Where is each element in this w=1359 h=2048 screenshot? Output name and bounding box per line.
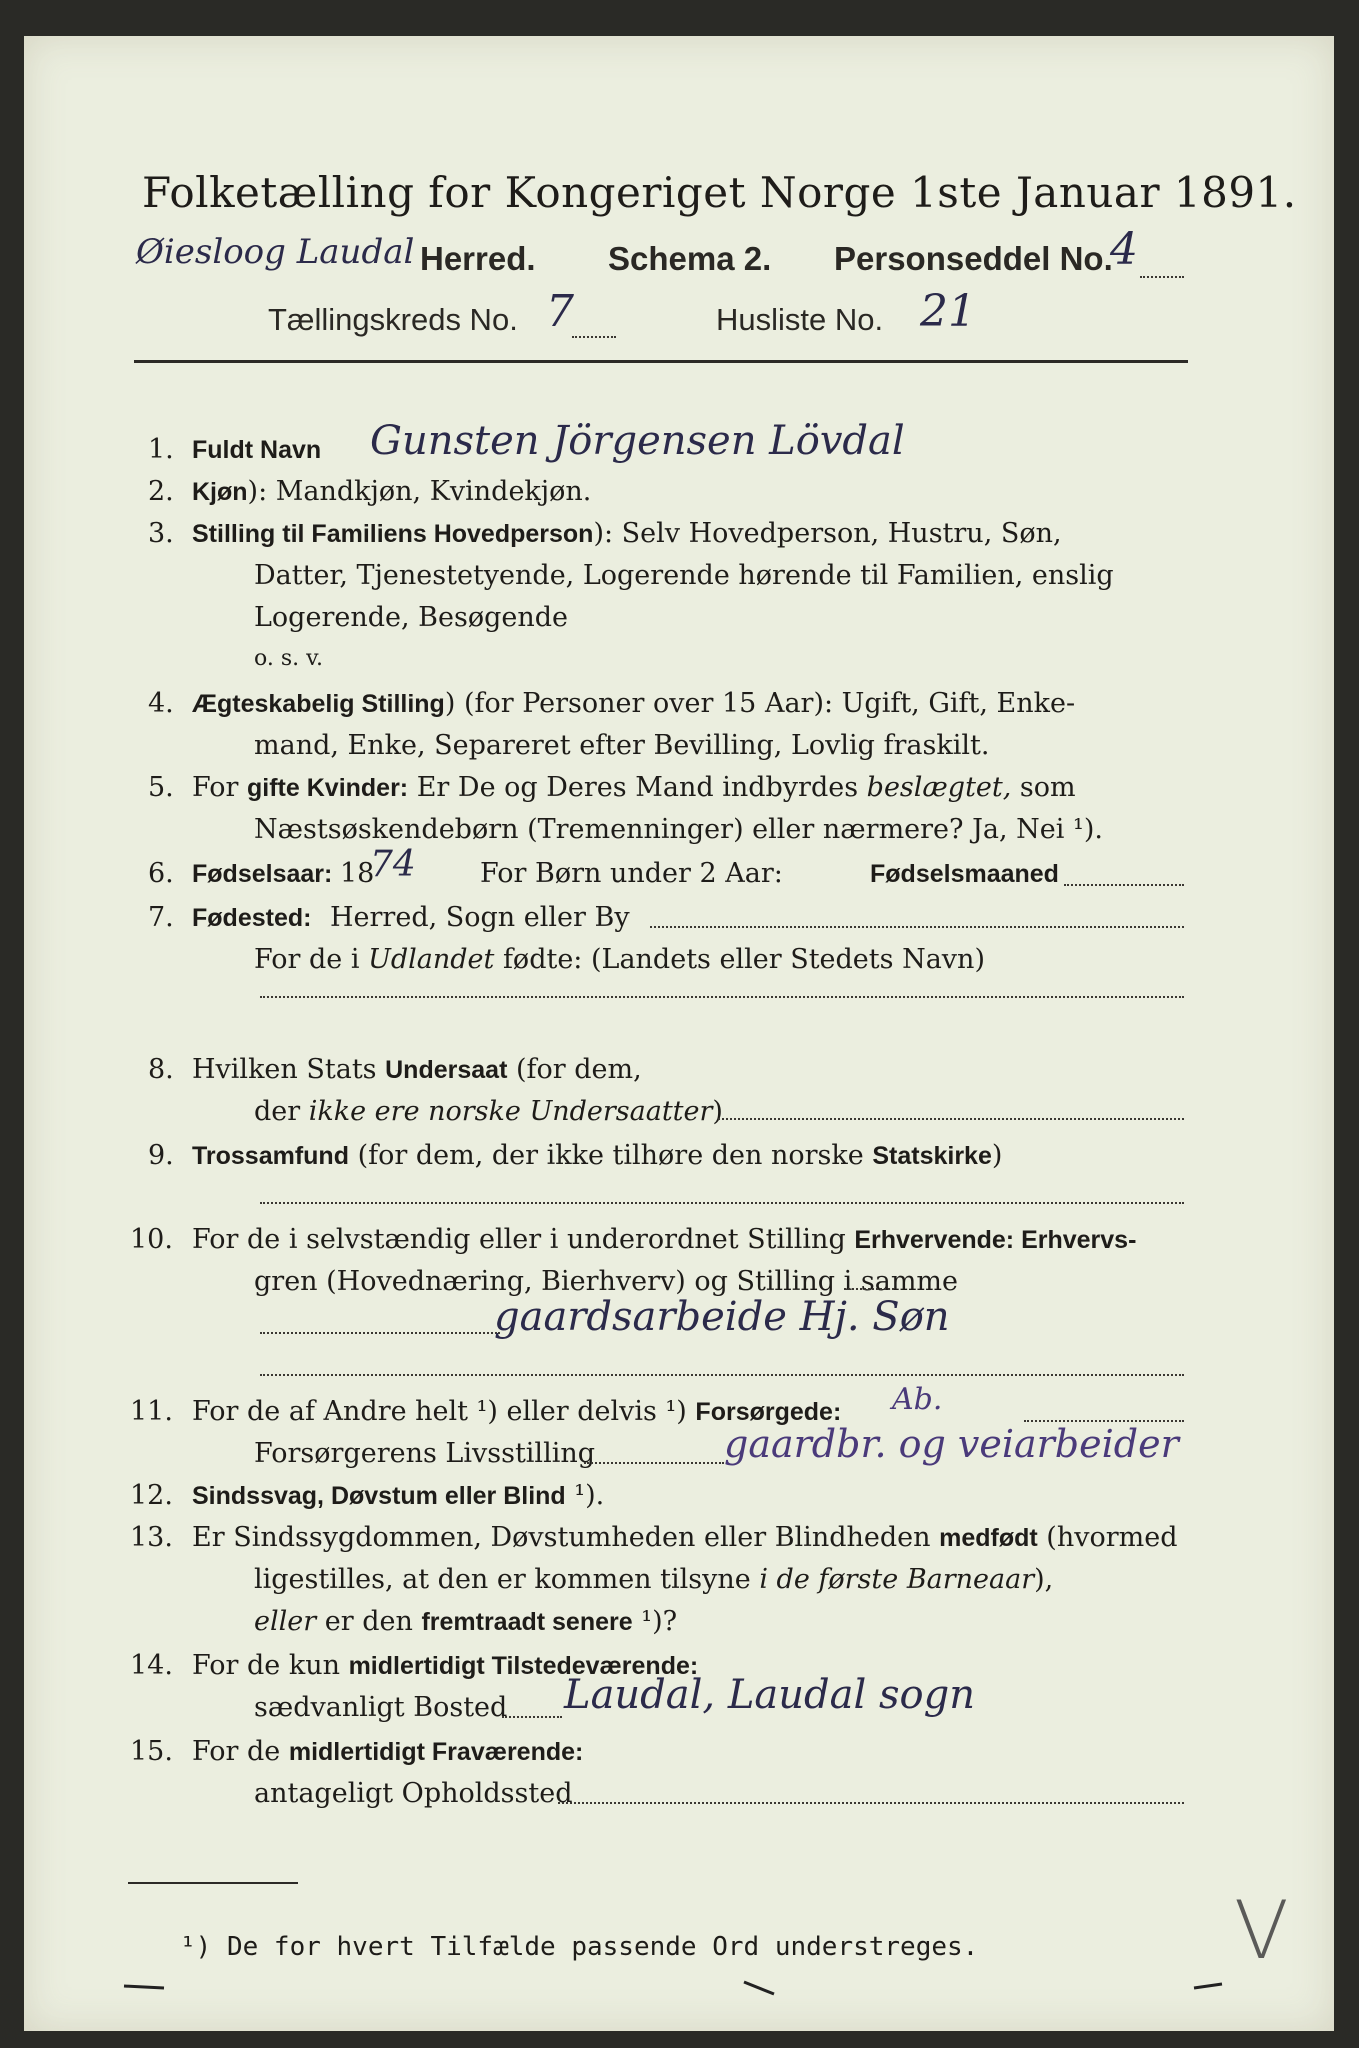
husliste-value: 21 xyxy=(920,286,976,337)
q11-line2-dots xyxy=(584,1462,724,1464)
q7-line2a: For de i xyxy=(254,944,369,975)
q14-dots xyxy=(502,1716,562,1718)
q14-number: 14. xyxy=(130,1650,173,1681)
q9-text xyxy=(192,1140,1002,1172)
q10-label2: Erhvervs- xyxy=(1014,1226,1137,1254)
q13-label: medfødt xyxy=(939,1524,1038,1552)
q4-number: 4. xyxy=(148,688,174,719)
q2-number: 2. xyxy=(148,476,174,507)
q8-line2i: ikke ere norske Undersaatter xyxy=(308,1096,713,1127)
q15-number: 15. xyxy=(130,1736,173,1767)
q10-line2: gren (Hovednæring, Bierhverv) og Stilling i samme xyxy=(254,1266,959,1297)
schema-label: Schema 2. xyxy=(608,240,772,277)
q7-dots xyxy=(650,926,1184,928)
q8-line2a: der xyxy=(254,1096,309,1127)
q13-line2 xyxy=(254,1564,1053,1596)
q8-number: 8. xyxy=(148,1054,174,1085)
q8-b: (for dem, xyxy=(507,1054,642,1085)
q11-label: Forsørgede: xyxy=(695,1398,842,1426)
q15-text xyxy=(192,1736,583,1768)
q9-dots xyxy=(260,1202,1184,1204)
q7-rest: Herred, Sogn eller By xyxy=(330,902,630,933)
husliste-label: Husliste No. xyxy=(716,302,884,337)
q3-number: 3. xyxy=(148,518,174,549)
q13-line2i: i de første Barneaar xyxy=(759,1564,1035,1595)
q1-value: Gunsten Jörgensen Lövdal xyxy=(370,418,905,464)
q6-value: 74 xyxy=(370,844,416,885)
q7-line-dots xyxy=(260,996,1184,998)
q5-line2: Næstsøskendebørn (Tremenninger) eller nærmere? Ja, Nei ¹). xyxy=(254,814,1103,845)
q5-end: som xyxy=(1011,772,1076,803)
q7-number: 7. xyxy=(148,902,174,933)
form-title: Folketælling for Kongeriget Norge 1ste Januar 1891. xyxy=(142,168,1297,217)
q4-rest: ) (for Personer over 15 Aar): Ugift, Gift, Enke- xyxy=(444,688,1076,719)
q4-text xyxy=(192,688,1075,720)
q14-label: midlertidigt Tilstedeværende: xyxy=(348,1652,699,1680)
q5-number: 5. xyxy=(148,772,174,803)
q15-line2: antageligt Opholdssted xyxy=(254,1778,573,1809)
q7-line2i: Udlandet xyxy=(368,944,495,975)
kreds-label: Tællingskreds No. xyxy=(268,302,518,337)
q5-label: gifte Kvinder: xyxy=(247,774,409,802)
q13-line3b: fremtraadt senere xyxy=(421,1608,633,1636)
q2-text xyxy=(192,476,591,508)
q15-dots xyxy=(558,1802,1184,1804)
q4-line2: mand, Enke, Separeret efter Bevilling, Lovlig fraskilt. xyxy=(254,730,990,761)
q10-line2-dots xyxy=(844,1288,894,1290)
q3-text xyxy=(192,518,1062,550)
q13-text xyxy=(192,1522,1178,1554)
q9-label: Trossamfund xyxy=(192,1142,349,1170)
q3-line3: Logerende, Besøgende xyxy=(254,602,568,633)
q13-b: (hvormed xyxy=(1037,1522,1178,1553)
q10-a: For de i selvstændig eller i underordnet Stilling xyxy=(192,1224,855,1255)
footnote: ¹) De for hvert Tilfælde passende Ord understreges. xyxy=(180,1932,979,1962)
footnote-rule xyxy=(128,1882,298,1884)
q8-dots xyxy=(718,1118,1184,1120)
q10-label: Erhvervende: xyxy=(854,1226,1015,1254)
q6-label: Fødselsaar: xyxy=(192,860,333,888)
personseddel-dots xyxy=(1140,276,1184,278)
q12-number: 12. xyxy=(130,1480,173,1511)
q2-rest: ): Mandkjøn, Kvindekjøn. xyxy=(247,476,592,507)
q10-text xyxy=(192,1224,1136,1256)
personseddel-label: Personseddel No. xyxy=(834,240,1113,277)
q13-line3a: er den xyxy=(316,1606,422,1637)
q10-value-dots xyxy=(260,1332,500,1334)
q13-line3i: eller xyxy=(254,1606,317,1637)
q11-a: For de af Andre helt ¹) eller delvis ¹) xyxy=(192,1396,696,1427)
q2-label: Kjøn xyxy=(192,478,248,506)
q14-a: For de kun xyxy=(192,1650,349,1681)
q6-rest: For Børn under 2 Aar: xyxy=(480,858,783,889)
kreds-dots xyxy=(572,336,616,338)
q4-label: Ægteskabelig Stilling xyxy=(192,690,445,718)
q1-label: Fuldt Navn xyxy=(192,436,322,464)
q13-line2a: ligestilles, at den er kommen tilsyne xyxy=(254,1564,760,1595)
ink-marks xyxy=(104,1966,1304,2006)
q9-label2: Statskirke xyxy=(872,1142,992,1170)
q5-italic: beslægtet, xyxy=(866,772,1012,803)
q10-number: 10. xyxy=(130,1224,173,1255)
q5-rest: Er De og Deres Mand indbyrdes xyxy=(408,772,867,803)
q6-label2: Fødselsmaaned xyxy=(870,860,1059,888)
q13-line3 xyxy=(254,1606,677,1638)
q12-rest: ¹). xyxy=(565,1480,605,1511)
q7-line2b: fødte: (Landets eller Stedets Navn) xyxy=(494,944,985,975)
q6-dots xyxy=(1064,884,1184,886)
q3-line2: Datter, Tjenestetyende, Logerende hørende til Familien, enslig xyxy=(254,560,1114,591)
q10-dots xyxy=(260,1374,1184,1376)
q13-number: 13. xyxy=(130,1522,173,1553)
q6-prefix: 18 xyxy=(340,858,375,889)
q9-rest: (for dem, der ikke tilhøre den norske xyxy=(348,1140,873,1171)
q6-number: 6. xyxy=(148,858,174,889)
q12-label: Sindssvag, Døvstum eller Blind xyxy=(192,1482,566,1510)
q9-number: 9. xyxy=(148,1140,174,1171)
q3-line4: o. s. v. xyxy=(254,646,323,671)
header-rule xyxy=(134,360,1188,363)
margin-mark: V xyxy=(1234,1884,1289,1977)
q11-value2: gaardbr. og veiarbeider xyxy=(724,1422,1179,1466)
q7-line2 xyxy=(254,944,985,976)
q8-text xyxy=(192,1054,642,1086)
herred-value: Øiesloog Laudal xyxy=(136,232,415,272)
q11-value1: Ab. xyxy=(892,1382,943,1417)
q1-number: 1. xyxy=(148,434,174,465)
q3-rest: ): Selv Hovedperson, Hustru, Søn, xyxy=(593,518,1062,549)
q15-a: For de xyxy=(192,1736,289,1767)
q13-a: Er Sindssygdommen, Døvstumheden eller Blindheden xyxy=(192,1522,940,1553)
q5-text xyxy=(192,772,1076,804)
q11-line2: Forsørgerens Livsstilling xyxy=(254,1438,596,1469)
q13-line3c: ¹)? xyxy=(632,1606,678,1637)
herred-label: Herred. xyxy=(420,240,536,277)
q14-line2: sædvanligt Bosted xyxy=(254,1692,508,1723)
personseddel-value: 4 xyxy=(1110,224,1138,275)
q11-number: 11. xyxy=(130,1396,173,1427)
q8-line2b: ) xyxy=(712,1096,723,1127)
q3-label: Stilling til Familiens Hovedperson xyxy=(192,520,594,548)
q13-line2b: ), xyxy=(1034,1564,1054,1595)
q8-line2 xyxy=(254,1096,723,1128)
q5-a: For xyxy=(192,772,248,803)
census-form xyxy=(24,36,1334,2031)
q12-text xyxy=(192,1480,604,1512)
q14-value: Laudal, Laudal sogn xyxy=(564,1672,975,1718)
q8-label: Undersaat xyxy=(385,1056,508,1084)
q15-label: midlertidigt Fraværende: xyxy=(288,1738,584,1766)
q10-value: gaardsarbeide Hj. Søn xyxy=(494,1294,950,1340)
q8-a: Hvilken Stats xyxy=(192,1054,386,1085)
kreds-value: 7 xyxy=(546,286,574,337)
q7-label: Fødested: xyxy=(192,904,312,932)
q9-end: ) xyxy=(991,1140,1003,1171)
